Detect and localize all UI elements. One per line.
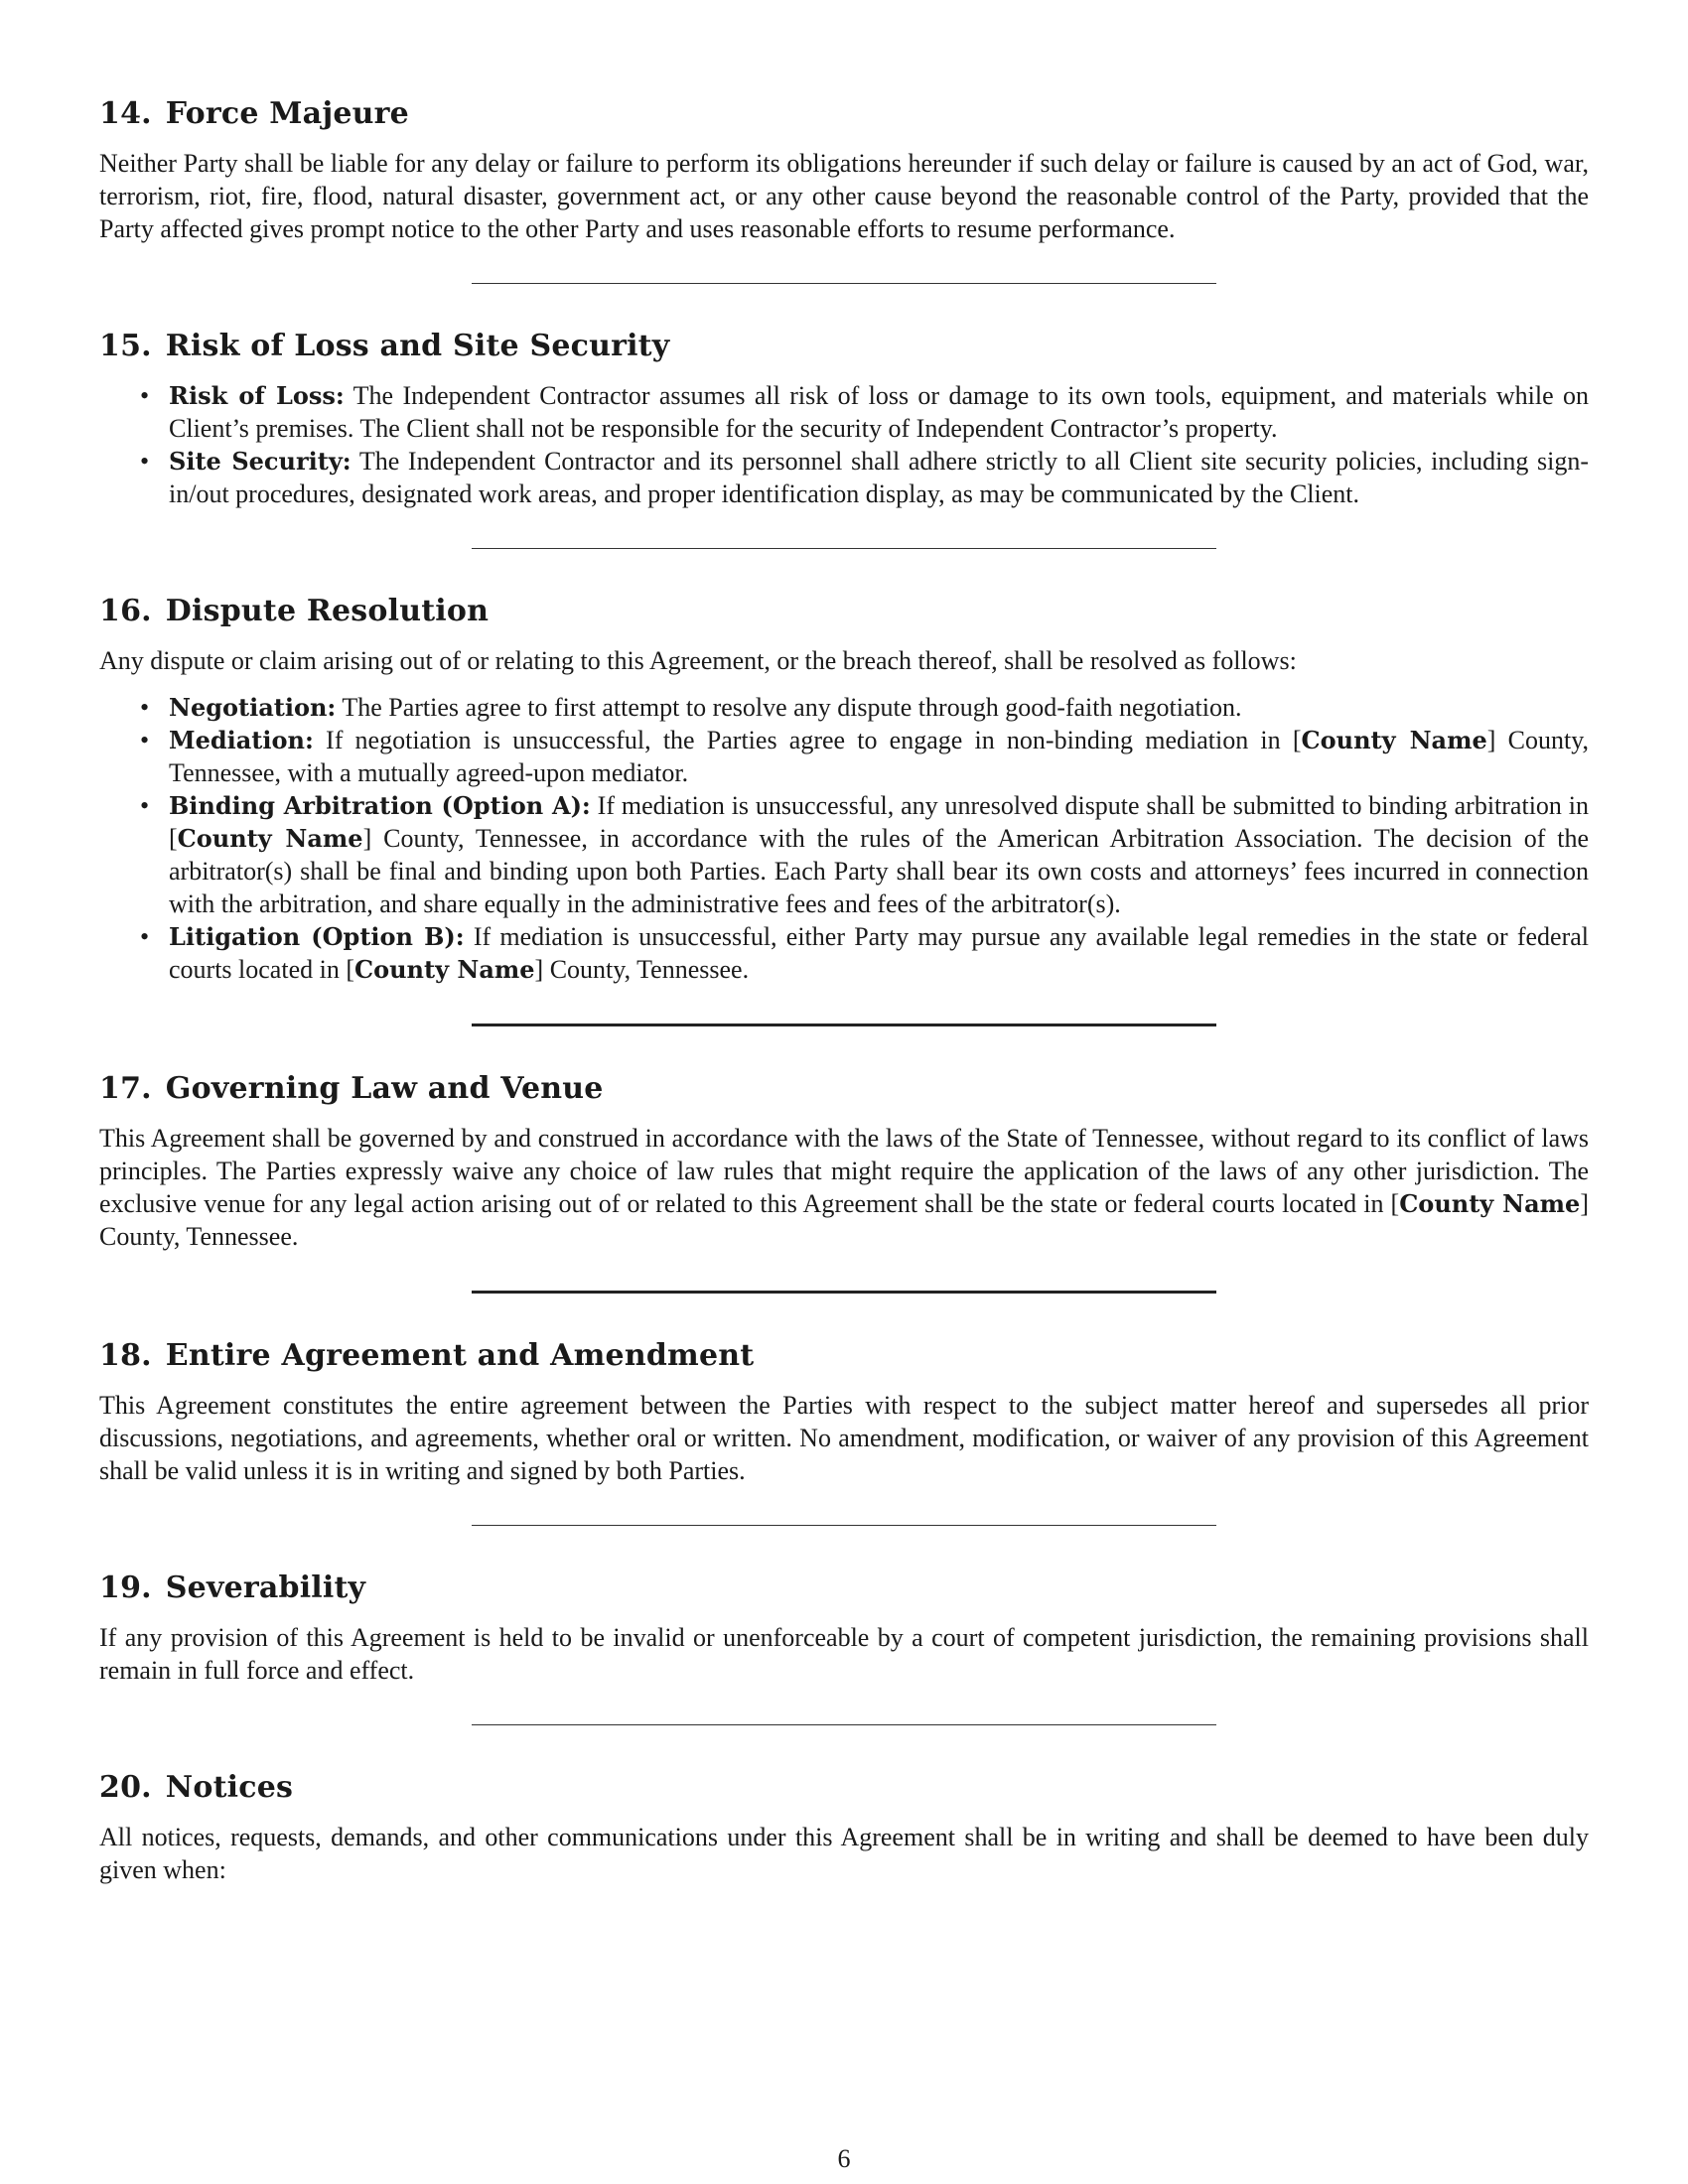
section-heading [99,1570,1589,1607]
section-number: 20. [99,1770,152,1805]
section-heading [99,328,1589,365]
section-heading [99,593,1589,630]
bullet-icon: • [140,922,150,951]
section-number: 15. [99,329,152,363]
county-placeholder: County Name [354,955,535,984]
section-body: This Agreement constitutes the entire agreement between the Parties with respect to the subject matter hereof and supersedes all prior discussions, negotiations, and agreements, whether oral or written. No amendment, modification, or waiver of any provision of this Agreement shall be valid unless it is in writing and signed by both Parties. [99,1391,1589,1485]
bullet-icon: • [140,726,150,754]
section-16 [99,593,1589,986]
section-20 [99,1769,1589,1886]
section-divider [472,283,1216,284]
bullet-list [99,691,1589,986]
page-number: 6 [837,2144,851,2173]
section-heading [99,1070,1589,1108]
list-item [99,445,1589,510]
section-title: Risk of Loss and Site Security [165,329,670,363]
list-item-text-post: ] County, Tennessee, with a mutually agreed-upon mediator. [169,726,1590,787]
section-18 [99,1337,1589,1487]
county-placeholder: County Name [1399,1189,1581,1218]
section-heading [99,95,1589,133]
section-heading [99,1769,1589,1807]
list-item [99,920,1589,986]
bullet-icon: • [140,693,150,722]
section-divider [472,1724,1216,1725]
section-number: 17. [99,1071,152,1106]
section-intro: Any dispute or claim arising out of or relating to this Agreement, or the breach thereof, shall be resolved as follows: [99,646,1297,675]
list-item-term: Litigation (Option B): [169,922,465,951]
section-divider [472,1525,1216,1526]
list-item-text-post: ] County, Tennessee, in accordance with the rules of the American Arbitration Association. The decision of the arbitrator(s) shall be final and binding upon both Parties. Each Party shall bear its own costs and attorneys’ fees incurred in connection with the arbitration, and share equally in the administrative fees and fees of the arbitrator(s). [169,824,1590,918]
section-number: 16. [99,594,152,628]
county-placeholder: County Name [1301,726,1487,754]
list-item [99,379,1589,445]
list-item-term: Mediation: [169,726,314,754]
list-item-text-post: ] County, Tennessee. [534,955,750,984]
section-divider [472,548,1216,549]
list-item-text: The Independent Contractor assumes all risk of loss or damage to its own tools, equipment, and materials while on Client’s premises. The Client shall not be responsible for the security of Independent Contractor’s property. [169,381,1590,443]
section-title: Notices [165,1770,294,1805]
list-item [99,691,1589,724]
list-item-term: Site Security: [169,447,352,476]
list-item-text: The Independent Contractor and its personnel shall adhere strictly to all Client site security policies, including sign-in/out procedures, designated work areas, and proper identification display, as may be communicated by the Client. [169,447,1589,508]
list-item-text: The Parties agree to first attempt to resolve any dispute through good-faith negotiation. [342,693,1242,722]
list-item-text-pre: If mediation is unsuccessful, any unresolved dispute shall be submitted to binding arbitration in [ [169,791,1590,853]
section-19 [99,1570,1589,1687]
section-body [99,1122,1589,1253]
section-title: Governing Law and Venue [165,1071,604,1106]
list-item-term: Risk of Loss: [169,381,345,410]
bullet-icon: • [140,381,150,410]
section-heading [99,1337,1589,1375]
section-number: 14. [99,96,152,131]
section-title: Dispute Resolution [165,594,490,628]
section-15 [99,328,1589,510]
section-title: Entire Agreement and Amendment [165,1338,755,1373]
bullet-icon: • [140,447,150,476]
list-item-text-pre: If negotiation is unsuccessful, the Parties agree to engage in non-binding mediation in [ [326,726,1302,754]
section-title: Force Majeure [165,96,409,131]
section-divider [472,1291,1216,1294]
list-item-term: Binding Arbitration (Option A): [169,791,591,820]
county-placeholder: County Name [177,824,363,853]
section-divider [472,1024,1216,1026]
list-item-text-pre: If mediation is unsuccessful, either Party may pursue any available legal remedies in the state or federal courts located in [ [169,922,1590,984]
list-item-term: Negotiation: [169,693,337,722]
section-body: All notices, requests, demands, and other communications under this Agreement shall be in writing and shall be deemed to have been duly given when: [99,1823,1589,1884]
section-number: 19. [99,1570,152,1605]
list-item [99,724,1589,789]
section-14 [99,95,1589,245]
section-number: 18. [99,1338,152,1373]
bullet-icon: • [140,791,150,820]
section-body: If any provision of this Agreement is held to be invalid or unenforceable by a court of competent jurisdiction, the remaining provisions shall remain in full force and effect. [99,1623,1589,1685]
bullet-list [99,379,1589,510]
document-page [99,95,1589,1886]
section-body: Neither Party shall be liable for any delay or failure to perform its obligations hereunder if such delay or failure is caused by an act of God, war, terrorism, riot, fire, flood, natural disaster, government act, or any other cause beyond the reasonable control of the Party, provided that the Party affected gives prompt notice to the other Party and uses reasonable efforts to resume performance. [99,149,1589,243]
section-body-post: ] County, Tennessee. [99,1189,1589,1251]
section-17 [99,1070,1589,1253]
section-title: Severability [165,1570,366,1605]
list-item [99,789,1589,920]
section-body-pre: This Agreement shall be governed by and construed in accordance with the laws of the State of Tennessee, without regard to its conflict of laws principles. The Parties expressly waive any choice of law rules that might require the application of the laws of any other jurisdiction. The exclusive venue for any legal action arising out of or related to this Agreement shall be the state or federal courts located in [ [99,1124,1589,1218]
